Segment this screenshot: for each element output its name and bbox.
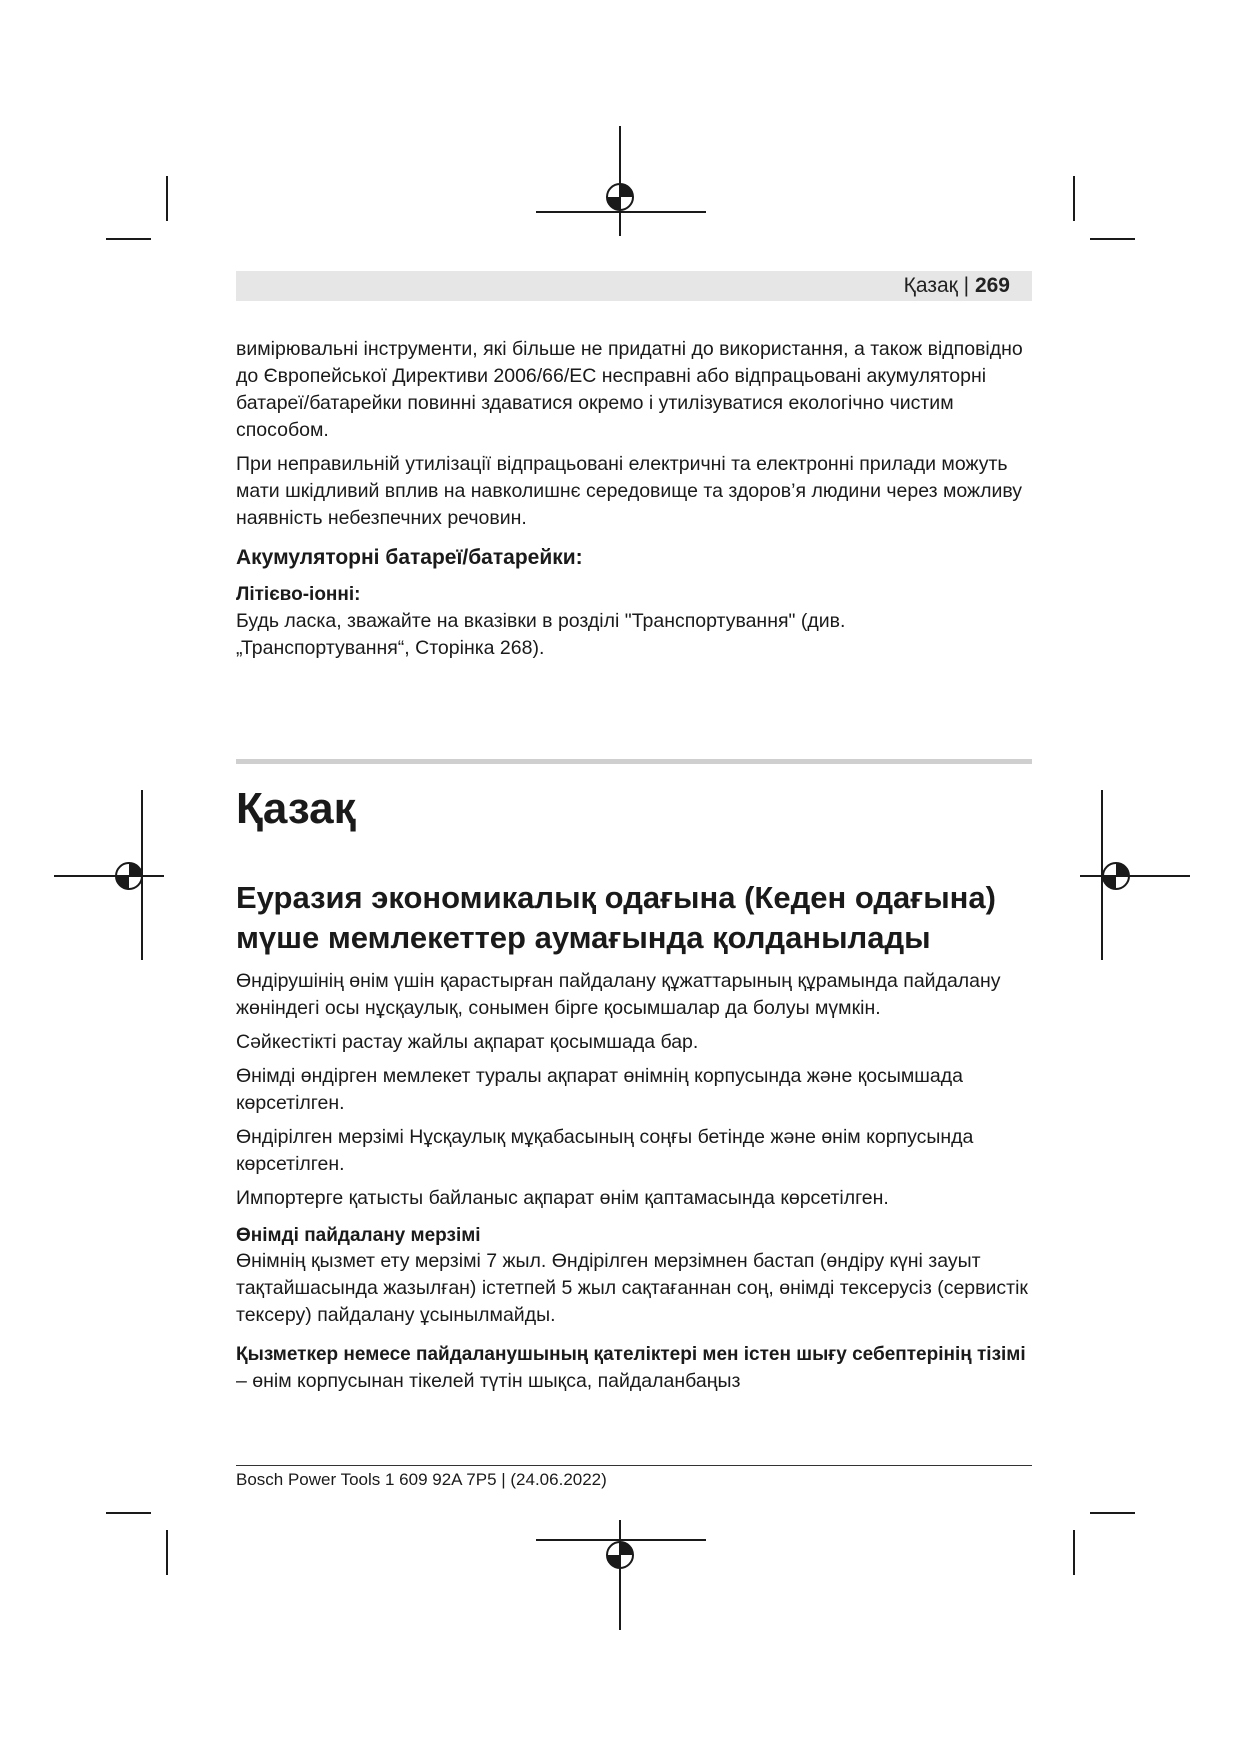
crop-mark-top-right-v: [1073, 176, 1075, 221]
header-separator: |: [957, 274, 975, 297]
list-item: – өнім корпусынан тікелей түтін шықса, пайдаланбаңыз: [236, 1370, 741, 1392]
footer-text: Bosch Power Tools 1 609 92A 7P5 | (24.06.2022): [236, 1470, 607, 1489]
crop-mark-bottom-left-v: [166, 1530, 168, 1575]
paragraph: Өнімнің қызмет ету мерзімі 7 жыл. Өндірілген мерзімнен бастап (өндіру күні зауыт тақтайшасында жазылған) істетпей 5 жыл сақтағаннан соң, өнімді тексерусіз (сервистік тексеру) пайдалану ұсынылмайды.: [236, 1250, 1028, 1326]
section-heading: Акумуляторні батареї/батарейки:: [236, 546, 583, 569]
crop-mark-top-right-h: [1090, 238, 1135, 240]
main-heading-line: Еуразия экономикалық одағына (Кеден одағына): [236, 880, 996, 915]
page-header: [236, 271, 1032, 301]
footer-rule: [236, 1465, 1032, 1466]
crop-mark-bottom-right-v: [1073, 1530, 1075, 1575]
section-divider: [236, 759, 1032, 764]
subsection-heading: Літієво-іонні:: [236, 584, 361, 605]
paragraph: Өндірушінің өнім үшін қарастырған пайдалану құжаттарының құрамында пайдалану жөніндегі осы нұсқаулық, сонымен бірге қосымшалар да болуы мүмкін.: [236, 970, 1001, 1019]
registration-line-bottom-v: [619, 1520, 621, 1630]
paragraph: Өнімді өндірген мемлекет туралы ақпарат өнімнің корпусында және қосымшада көрсетілген.: [236, 1065, 963, 1114]
paragraph: вимірювальні інструменти, які більше не придатні до використання, а також відповідно до Європейської Директиви 2006/66/EC несправні або відпрацьовані акумуляторні батареї/батарейки повинні здаватися окремо і утилізуватися екологічно чистим способом.: [236, 338, 1023, 441]
subsection-heading: Өнімді пайдалану мерзімі: [236, 1225, 481, 1246]
header-label: [904, 274, 1010, 298]
main-heading-line: мүше мемлекеттер аумағында қолданылады: [236, 920, 931, 955]
crop-mark-top-left-h: [106, 238, 151, 240]
registration-target-icon: [605, 182, 635, 212]
registration-line-top-v: [619, 126, 621, 236]
page-number: 269: [974, 274, 1010, 297]
main-heading: [236, 878, 1036, 958]
crop-mark-bottom-left-h: [106, 1512, 151, 1514]
language-title: Қазақ: [236, 784, 356, 833]
header-section: Қазақ: [903, 274, 958, 297]
paragraph-line: Будь ласка, зважайте на вказівки в розділі "Транспортування" (див.: [236, 610, 846, 632]
crop-mark-top-left-v: [166, 176, 168, 221]
paragraph: При неправильній утилізації відпрацьовані електричні та електронні прилади можуть мати шкідливий вплив на навколишнє середовище та здоров’я людини через можливу наявність небезпечних речовин.: [236, 453, 1023, 529]
kazakh-section: [236, 968, 1036, 1395]
paragraph-line: „Транспортування“, Сторінка 268).: [236, 637, 545, 659]
registration-line-right-h: [1080, 875, 1190, 877]
paragraph: Сәйкестікті растау жайлы ақпарат қосымшада бар.: [236, 1031, 699, 1053]
crop-mark-bottom-right-h: [1090, 1512, 1135, 1514]
paragraph: Импортерге қатысты байланыс ақпарат өнім қаптамасында көрсетілген.: [236, 1187, 889, 1209]
subsection-heading: Қызметкер немесе пайдаланушының қателіктері мен істен шығу себептерінің тізімі: [236, 1344, 1026, 1365]
registration-target-icon: [605, 1540, 635, 1570]
registration-target-icon: [114, 861, 144, 891]
registration-target-icon: [1101, 861, 1131, 891]
registration-line-left-h: [54, 875, 164, 877]
paragraph: Өндірілген мерзімі Нұсқаулық мұқабасының соңғы бетінде және өнім корпусында көрсетілген.: [236, 1126, 974, 1175]
ukrainian-section: [236, 336, 1036, 662]
